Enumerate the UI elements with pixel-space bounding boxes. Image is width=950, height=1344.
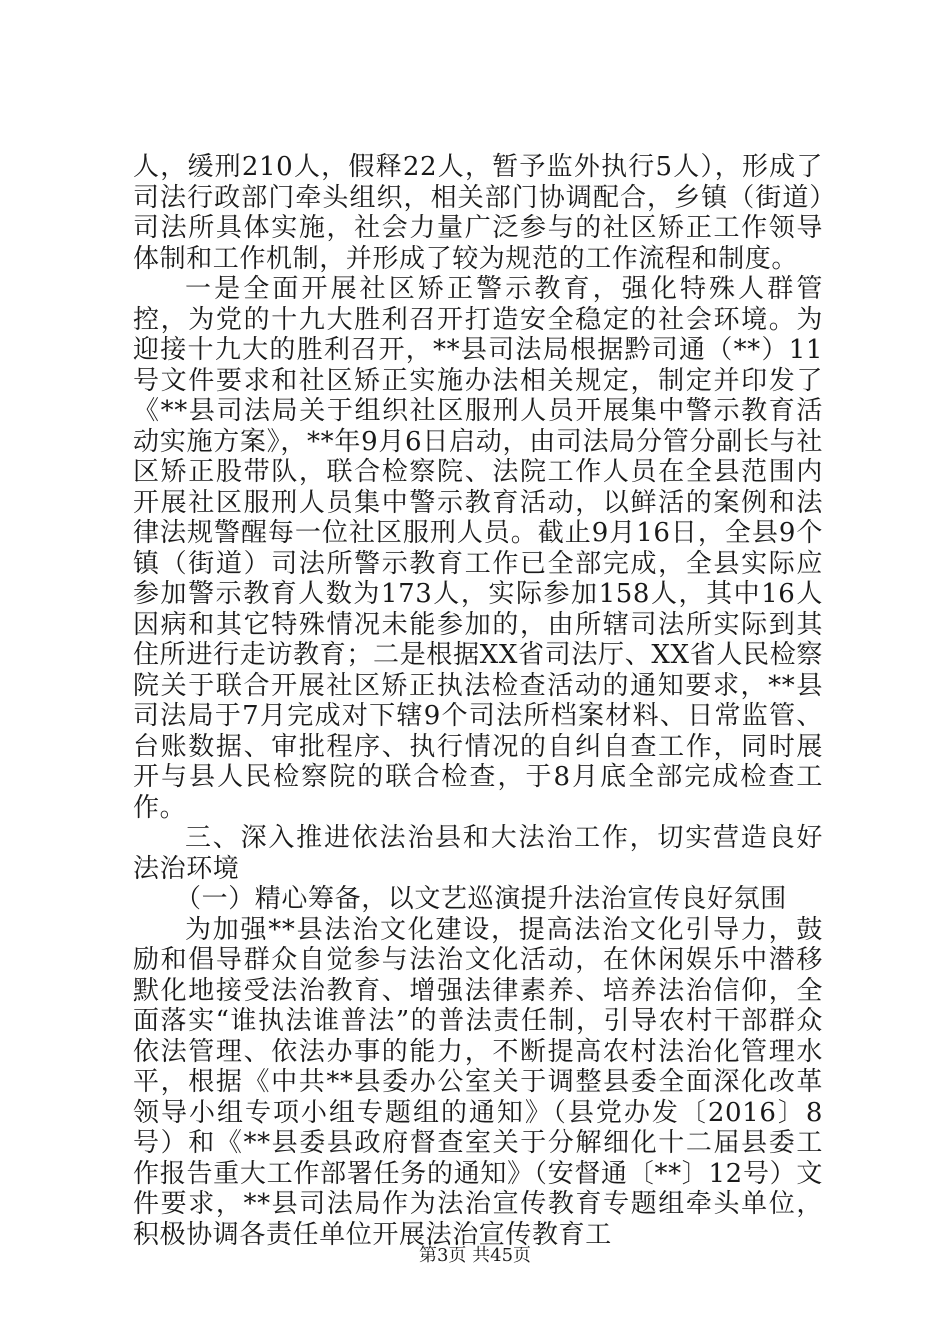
subsection-heading: （一）精心筹备，以文艺巡演提升法治宣传良好氛围 — [175, 884, 787, 914]
section-heading: 三、深入推进依法治县和大法治工作，切实营造良好法治环境 — [133, 823, 823, 884]
paragraph-continuation: 人，缓刑210人，假释22人，暂予监外执行5人），形成了司法行政部门牵头组织，相关部门协调配合，乡镇（街道）司法所具体实施，社会力量广泛参与的社区矫正工作领导体制和工作机制，并形成了较为规范的工作流程和制度。 — [133, 152, 823, 274]
page-number-footer: 第3页 共45页 — [418, 1245, 532, 1266]
paragraph-legal-culture: 为加强**县法治文化建设，提高法治文化引导力，鼓励和倡导群众自觉参与法治文化活动，在休闲娱乐中潜移默化地接受法治教育、增强法律素养、培养法治信仰，全面落实“谁执法谁普法”的普法责任制，引导农村干部群众依法管理、依法办事的能力，不断提高农村法治化管理水平，根据《中共**县委办公室关于调整县委全面深化改革领导小组专项小组专题组的通知》（县党办发〔2016〕8号）和《**县委县政府督查室关于分解细化十二届县委工作报告重大工作部署任务的通知》（安督通〔**〕12号）文件要求，**县司法局作为法治宣传教育专题组牵头单位，积极协调各责任单位开展法治宣传教育工 — [133, 914, 823, 1250]
document-body — [133, 152, 823, 1250]
paragraph-warning-education: 一是全面开展社区矫正警示教育，强化特殊人群管控，为党的十九大胜利召开打造安全稳定的社会环境。为迎接十九大的胜利召开，**县司法局根据黔司通（**）11号文件要求和社区矫正实施办法相关规定，制定并印发了《**县司法局关于组织社区服刑人员开展集中警示教育活动实施方案》，**年9月6日启动，由司法局分管分副长与社区矫正股带队，联合检察院、法院工作人员在全县范围内开展社区服刑人员集中警示教育活动，以鲜活的案例和法律法规警醒每一位社区服刑人员。截止9月16日，全县9个镇（街道）司法所警示教育工作已全部完成，全县实际应参加警示教育人数为173人，实际参加158人，其中16人因病和其它特殊情况未能参加的，由所辖司法所实际到其住所进行走访教育；二是根据XX省司法厅、XX省人民检察院关于联合开展社区矫正执法检查活动的通知要求，**县司法局于7月完成对下辖9个司法所档案材料、日常监管、台账数据、审批程序、执行情况的自纠自查工作，同时展开与县人民检察院的联合检查，于8月底全部完成检查工作。 — [133, 274, 823, 823]
